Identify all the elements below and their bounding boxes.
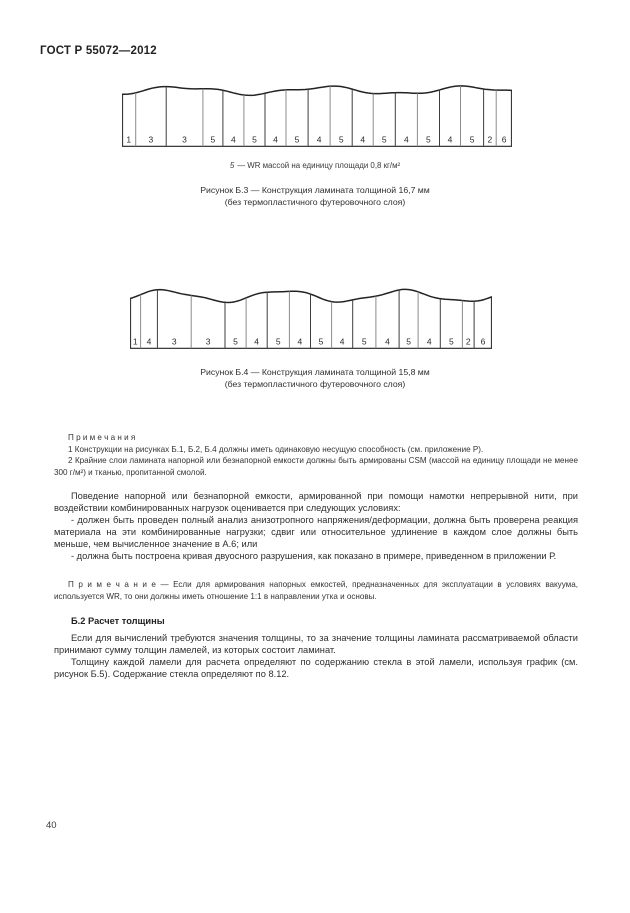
figure-b3-legend <box>0 161 630 170</box>
figure-b4-caption-line2: (без термопластичного футеровочного слоя) <box>224 378 406 389</box>
legend-text: — WR массой на единицу площади 0,8 кг/м² <box>237 161 401 170</box>
svg-text:4: 4 <box>385 336 390 347</box>
svg-text:1: 1 <box>126 134 132 145</box>
svg-text:5: 5 <box>338 134 344 145</box>
page-number: 40 <box>46 820 57 831</box>
svg-text:5: 5 <box>252 134 257 145</box>
paragraph-condition-1: - должен быть проведен полный анализ анизотропного напряжения/деформации, должна быть проверена реакция материала на эти комбинированные нагрузки; сдвиг или относительное удлинение в каждом слое должны быть меньше, чем вычисленное значение в А.6; или <box>54 515 578 550</box>
svg-text:5: 5 <box>275 336 281 347</box>
svg-text:4: 4 <box>254 336 259 347</box>
svg-text:3: 3 <box>182 134 187 145</box>
figure-b3-caption <box>0 185 630 208</box>
paragraph-condition-2: - должна быть построена кривая двуосного разрушения, как показано в примере, приведенном в приложении Р. <box>71 551 557 562</box>
paragraph-behavior: Поведение напорной или безнапорной емкости, армированной при помощи намотки непрерывной нити, при воздействии комбинированных нагрузок оценивается при следующих условиях: <box>54 491 578 514</box>
figure-b4-caption-line1: Рисунок Б.4 — Конструкция ламината толщиной 15,8 мм <box>200 367 430 377</box>
svg-text:4: 4 <box>146 336 152 347</box>
svg-text:4: 4 <box>273 134 278 145</box>
document-header: ГОСТ Р 55072—2012 <box>40 45 157 57</box>
svg-text:4: 4 <box>426 336 432 347</box>
svg-text:6: 6 <box>501 134 507 145</box>
svg-text:1: 1 <box>132 336 138 347</box>
svg-text:5: 5 <box>318 336 324 347</box>
svg-text:4: 4 <box>231 134 236 145</box>
paragraph-thickness-2: Толщину каждой ламели для расчета определяют по содержанию стекла в этой ламели, используя график (см. рисунок Б.5). Содержание стекла определяют по 8.12. <box>54 656 578 679</box>
figure-b3-caption-line1: Рисунок Б.3 — Конструкция ламината толщиной 16,7 мм <box>200 185 430 195</box>
figure-b3 <box>122 79 512 152</box>
figure-b3-caption-line2: (без термопластичного футеровочного слоя) <box>224 196 406 207</box>
note-single: П р и м е ч а н и е — Если для армирования напорных емкостей, предназначенных для эксплуатации в условиях вакуума, используется WR, то они должны иметь отношение 1:1 в направлении утка и основы. <box>54 580 578 601</box>
svg-text:5: 5 <box>381 134 387 145</box>
svg-text:5: 5 <box>449 336 454 347</box>
text-column <box>54 432 578 680</box>
svg-text:6: 6 <box>480 336 486 347</box>
svg-text:4: 4 <box>297 336 303 347</box>
notes-block <box>54 432 578 478</box>
svg-text:5: 5 <box>233 336 238 347</box>
svg-text:5: 5 <box>294 134 300 145</box>
svg-text:4: 4 <box>447 134 453 145</box>
svg-text:4: 4 <box>339 336 345 347</box>
svg-text:5: 5 <box>406 336 411 347</box>
legend-number: 5 <box>229 161 235 170</box>
svg-text:4: 4 <box>404 134 409 145</box>
section-b2-heading: Б.2 Расчет толщины <box>71 615 165 626</box>
figure-b4-caption <box>0 367 630 390</box>
svg-text:4: 4 <box>360 134 366 145</box>
svg-text:3: 3 <box>171 336 177 347</box>
svg-text:2: 2 <box>465 336 471 347</box>
note-item-1: 1 Конструкции на рисунках Б.1, Б.2, Б.4 должны иметь одинаковую несущую способность (см. приложение Р). <box>68 444 484 454</box>
svg-text:5: 5 <box>426 134 431 145</box>
body-block <box>54 490 578 562</box>
svg-text:5: 5 <box>361 336 367 347</box>
figure-b4 <box>130 283 492 354</box>
svg-text:3: 3 <box>205 336 211 347</box>
note-item-2: 2 Крайние слои ламината напорной или безнапорной емкости должны быть армированы CSM (массой на единицу площади не менее 300 г/м²) и тканью, пропитанной смолой. <box>54 456 578 477</box>
notes-title: П р и м е ч а н и я <box>68 433 136 442</box>
svg-text:3: 3 <box>148 134 154 145</box>
svg-text:5: 5 <box>210 134 216 145</box>
svg-text:4: 4 <box>316 134 322 145</box>
svg-text:5: 5 <box>469 134 475 145</box>
paragraph-thickness-1: Если для вычислений требуются значения толщины, то за значение толщины ламината рассматриваемой области принимают сумму толщин ламелей, из которых состоит ламинат. <box>54 632 578 655</box>
laminate-diagram-b4 <box>130 283 492 349</box>
section-b2-body <box>54 632 578 680</box>
svg-text:2: 2 <box>487 134 493 145</box>
laminate-diagram-b3 <box>122 79 512 147</box>
